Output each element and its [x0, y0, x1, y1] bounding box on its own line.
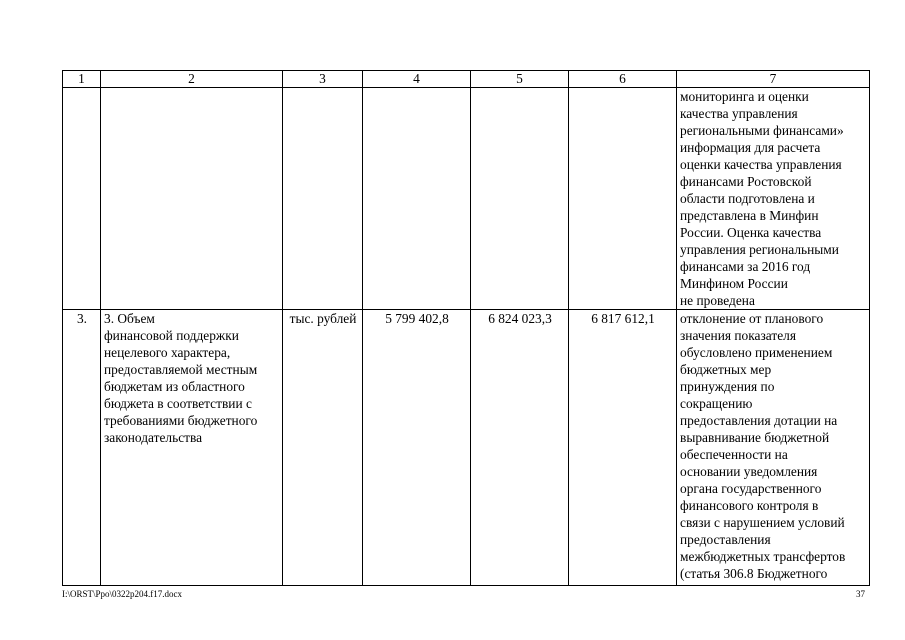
unit-cell — [283, 88, 363, 310]
table-header-row — [63, 71, 870, 88]
header-cell: 4 — [363, 71, 471, 88]
value-cell-4: 5 799 402,8 — [363, 310, 471, 586]
indicator-name-cell — [101, 88, 283, 310]
value-cell-6 — [569, 88, 677, 310]
header-cell: 2 — [101, 71, 283, 88]
value-cell-5: 6 824 023,3 — [471, 310, 569, 586]
row-number-cell — [63, 88, 101, 310]
table-row-continuation — [63, 88, 870, 310]
value-cell-6: 6 817 612,1 — [569, 310, 677, 586]
data-table — [62, 70, 870, 586]
header-cell: 6 — [569, 71, 677, 88]
comment-cell: отклонение от планового значения показателя обусловлено применением бюджетных мер принуждения по сокращению предоставления дотации на выравнивание бюджетной обеспеченности на основании уведомления органа государственного финансового контроля в связи с нарушением условий предоставления межбюджетных трансфертов (статья 306.8 Бюджетного — [677, 310, 870, 586]
value-cell-5 — [471, 88, 569, 310]
header-cell: 5 — [471, 71, 569, 88]
value-cell-4 — [363, 88, 471, 310]
header-cell: 1 — [63, 71, 101, 88]
unit-cell: тыс. рублей — [283, 310, 363, 586]
footer-file-path: I:\ORST\Ppo\0322p204.f17.docx — [62, 589, 183, 599]
comment-cell: мониторинга и оценки качества управления региональными финансами» информация для расчета оценки качества управления финансами Ростовской области подготовлена и представлена в Минфин России. Оценка качества управления региональными финансами за 2016 год Минфином России не проведена — [677, 88, 870, 310]
indicator-name-cell: 3. Объем финансовой поддержки нецелевого характера, предоставляемой местным бюджетам из областного бюджета в соответствии с требованиями бюджетного законодательства — [101, 310, 283, 586]
header-cell: 7 — [677, 71, 870, 88]
footer-page-number: 37 — [856, 589, 865, 599]
header-cell: 3 — [283, 71, 363, 88]
table-row-3 — [63, 310, 870, 586]
row-number-cell: 3. — [63, 310, 101, 586]
